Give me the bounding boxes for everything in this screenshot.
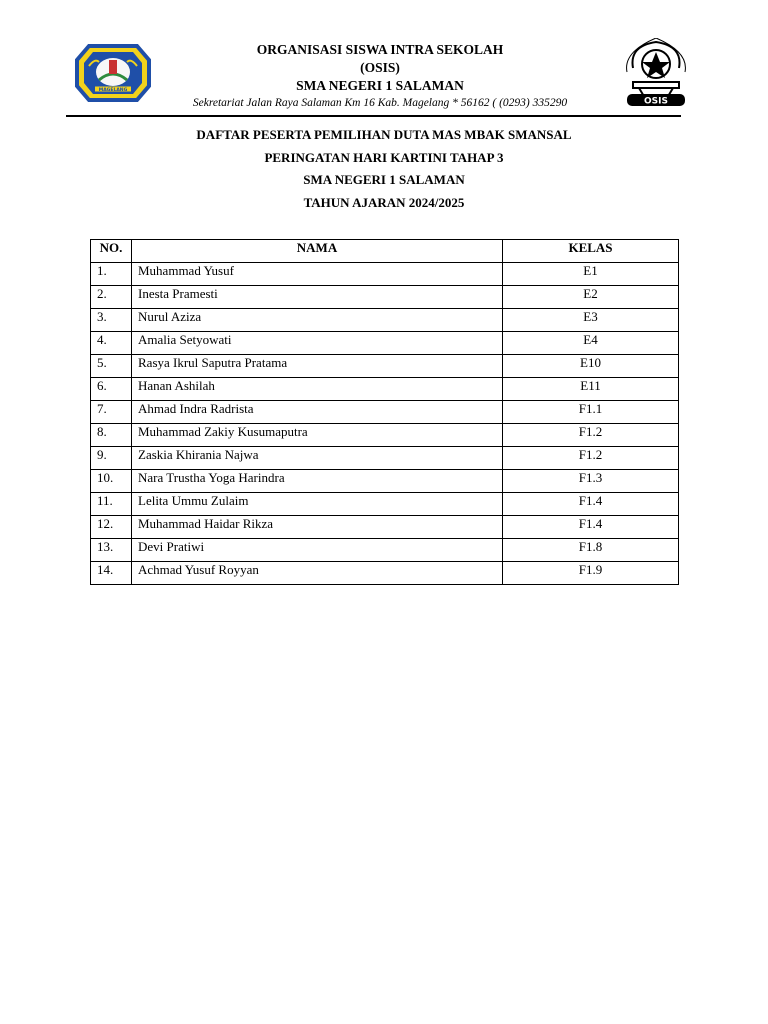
participant-class: E1 <box>503 263 679 286</box>
table-row <box>91 286 679 309</box>
row-number: 14. <box>91 562 132 585</box>
letterhead <box>150 41 610 111</box>
participant-name: Zaskia Khirania Najwa <box>132 447 503 470</box>
table-row <box>91 401 679 424</box>
table-row <box>91 309 679 332</box>
participant-name: Muhammad Yusuf <box>132 263 503 286</box>
organization-abbreviation: (OSIS) <box>360 60 400 75</box>
title-line-3: SMA NEGERI 1 SALAMAN <box>303 172 465 187</box>
participant-name: Ahmad Indra Radrista <box>132 401 503 424</box>
participant-class: F1.3 <box>503 470 679 493</box>
participant-name: Nara Trustha Yoga Harindra <box>132 470 503 493</box>
participant-class: F1.2 <box>503 447 679 470</box>
row-number: 10. <box>91 470 132 493</box>
table-row <box>91 447 679 470</box>
secretariat-address: Sekretariat Jalan Raya Salaman Km 16 Kab. Magelang * 56162 ( (0293) 335290 <box>192 97 568 109</box>
logo-left-caption: MAGELANG <box>98 88 128 93</box>
header-no: NO. <box>91 240 132 263</box>
participant-class: E4 <box>503 332 679 355</box>
title-line-2: PERINGATAN HARI KARTINI TAHAP 3 <box>264 149 504 165</box>
participant-name: Muhammad Zakiy Kusumaputra <box>132 424 503 447</box>
participant-class: E2 <box>503 286 679 309</box>
participant-name: Amalia Setyowati <box>132 332 503 355</box>
participant-name: Rasya Ikrul Saputra Pratama <box>132 355 503 378</box>
table-row <box>91 355 679 378</box>
table-row <box>91 516 679 539</box>
row-number: 3. <box>91 309 132 332</box>
row-number: 6. <box>91 378 132 401</box>
organization-name: ORGANISASI SISWA INTRA SEKOLAH <box>256 42 504 57</box>
participant-class: F1.9 <box>503 562 679 585</box>
title-line-4: TAHUN AJARAN 2024/2025 <box>303 194 465 210</box>
participant-table <box>90 239 679 585</box>
table-row <box>91 332 679 355</box>
row-number: 9. <box>91 447 132 470</box>
row-number: 8. <box>91 424 132 447</box>
table-row <box>91 263 679 286</box>
row-number: 12. <box>91 516 132 539</box>
table-row <box>91 378 679 401</box>
table-row <box>91 539 679 562</box>
osis-emblem-logo <box>619 38 693 110</box>
row-number: 4. <box>91 332 132 355</box>
table-header-row <box>91 240 679 263</box>
row-number: 7. <box>91 401 132 424</box>
school-name: SMA NEGERI 1 SALAMAN <box>296 78 464 93</box>
letterhead-divider <box>66 115 681 117</box>
table-body <box>91 263 679 585</box>
row-number: 11. <box>91 493 132 516</box>
participant-class: E11 <box>503 378 679 401</box>
participant-name: Nurul Aziza <box>132 309 503 332</box>
participant-class: F1.8 <box>503 539 679 562</box>
participant-class: F1.4 <box>503 493 679 516</box>
logo-right-caption: OSIS <box>644 96 668 107</box>
participant-class: F1.4 <box>503 516 679 539</box>
table-row <box>91 470 679 493</box>
header-nama: NAMA <box>132 240 503 263</box>
row-number: 5. <box>91 355 132 378</box>
participant-name: Lelita Ummu Zulaim <box>132 493 503 516</box>
participant-class: F1.2 <box>503 424 679 447</box>
participant-name: Muhammad Haidar Rikza <box>132 516 503 539</box>
table-row <box>91 493 679 516</box>
participant-name: Hanan Ashilah <box>132 378 503 401</box>
row-number: 2. <box>91 286 132 309</box>
participant-name: Achmad Yusuf Royyan <box>132 562 503 585</box>
table-row <box>91 424 679 447</box>
participant-name: Devi Pratiwi <box>132 539 503 562</box>
header-kelas: KELAS <box>503 240 679 263</box>
participant-class: F1.1 <box>503 401 679 424</box>
participant-class: E10 <box>503 355 679 378</box>
participant-class: E3 <box>503 309 679 332</box>
row-number: 13. <box>91 539 132 562</box>
document-title <box>0 124 768 214</box>
title-line-1: DAFTAR PESERTA PEMILIHAN DUTA MAS MBAK SMANSAL <box>196 127 572 142</box>
participant-name: Inesta Pramesti <box>132 286 503 309</box>
row-number: 1. <box>91 263 132 286</box>
magelang-emblem-logo <box>75 40 151 106</box>
table-row <box>91 562 679 585</box>
